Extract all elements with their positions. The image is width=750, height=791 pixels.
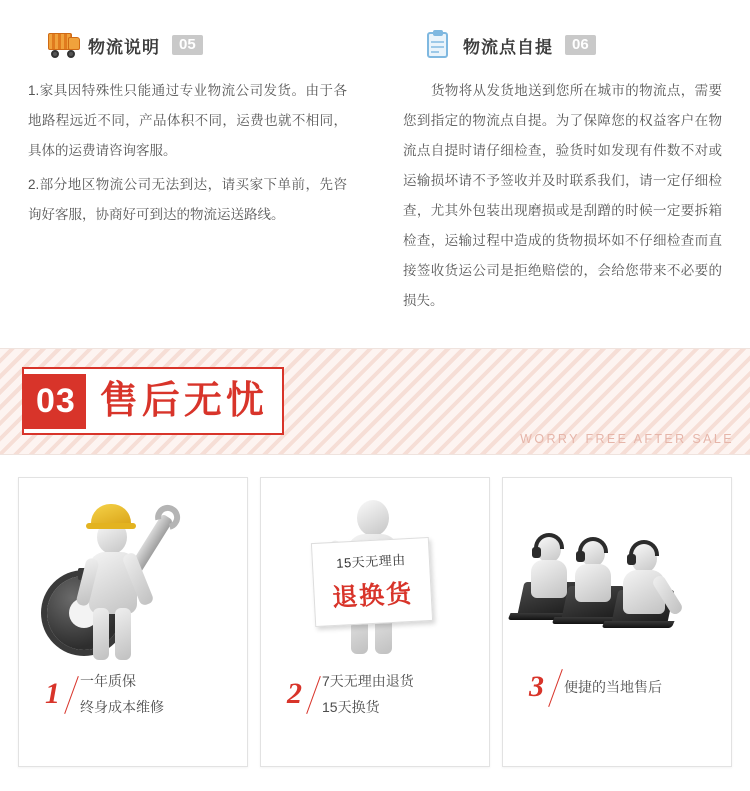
after-sale-cards (0, 455, 750, 791)
truck-icon (46, 30, 80, 60)
helmet-icon (91, 504, 131, 526)
logistics-info-section (0, 0, 750, 348)
banner-plate (22, 367, 284, 435)
figure-with-sign-illustration (261, 478, 489, 668)
card-index: 3 (529, 672, 554, 702)
after-sale-banner (0, 348, 750, 455)
banner-number: 03 (24, 374, 86, 429)
figure-leg (115, 608, 131, 660)
paragraph: 1.家具因特殊性只能通过专业物流公司发货。由于各地路程远近不同，产品体积不同，运费也就不相同，具体的运费请咨询客服。 (28, 83, 347, 158)
card-line: 15天换货 (322, 699, 380, 715)
block-number-badge: 05 (172, 35, 203, 55)
card-footer (503, 672, 731, 702)
worker-with-wrench-illustration (19, 478, 247, 668)
card-footer (261, 672, 489, 716)
block-title: 物流说明 (88, 37, 160, 57)
return-policy-sign (311, 537, 433, 627)
figure-head (357, 500, 389, 536)
block-body (28, 76, 347, 230)
clipboard-icon (421, 30, 455, 60)
card-line: 终身成本维修 (80, 699, 164, 715)
service-card-local-support (502, 477, 732, 767)
card-index: 2 (287, 679, 312, 709)
service-card-warranty (18, 477, 248, 767)
headset-icon (578, 537, 608, 553)
card-line: 便捷的当地售后 (564, 679, 662, 695)
banner-subtitle: WORRY FREE AFTER SALE (520, 432, 734, 446)
card-line: 7天无理由退货 (322, 673, 414, 689)
paragraph: 2.部分地区物流公司无法到达，请买家下单前，先咨询好客服，协商好可到达的物流运送路线。 (28, 177, 347, 222)
banner-title: 售后无忧 (99, 380, 268, 422)
sign-main-text: 退换货 (331, 579, 414, 613)
card-line: 一年质保 (80, 673, 136, 689)
block-body (403, 76, 722, 316)
block-heading (421, 30, 722, 60)
block-number-badge: 06 (565, 35, 596, 55)
card-index: 1 (45, 679, 70, 709)
figure-torso (531, 560, 567, 598)
logistics-description-block (0, 30, 375, 348)
paragraph: 货物将从发货地送到您所在城市的物流点，需要您到指定的物流点自提。为了保障您的权益客户在物流点自提时请仔细检查，验货时如发现有件数不对或运输损坏请不予签收并及时联系我们，请一定仔细检查，尤其外包装出现磨损或是刮蹭的时候一定要拆箱检查，运输过程中造成的货物损坏如不仔细检查而直接签收货运公司是拒绝赔偿的，会给您带来不必要的损失。 (403, 83, 722, 308)
headset-icon (629, 540, 659, 556)
figure-torso (575, 564, 611, 602)
sign-top-text: 15天无理由 (335, 552, 407, 571)
call-center-illustration (503, 478, 731, 668)
service-card-return (260, 477, 490, 767)
pickup-point-block (375, 30, 750, 348)
figure-leg (93, 608, 109, 660)
block-heading (46, 30, 347, 60)
card-footer (19, 672, 247, 716)
headset-icon (534, 533, 564, 549)
block-title: 物流点自提 (463, 37, 553, 57)
